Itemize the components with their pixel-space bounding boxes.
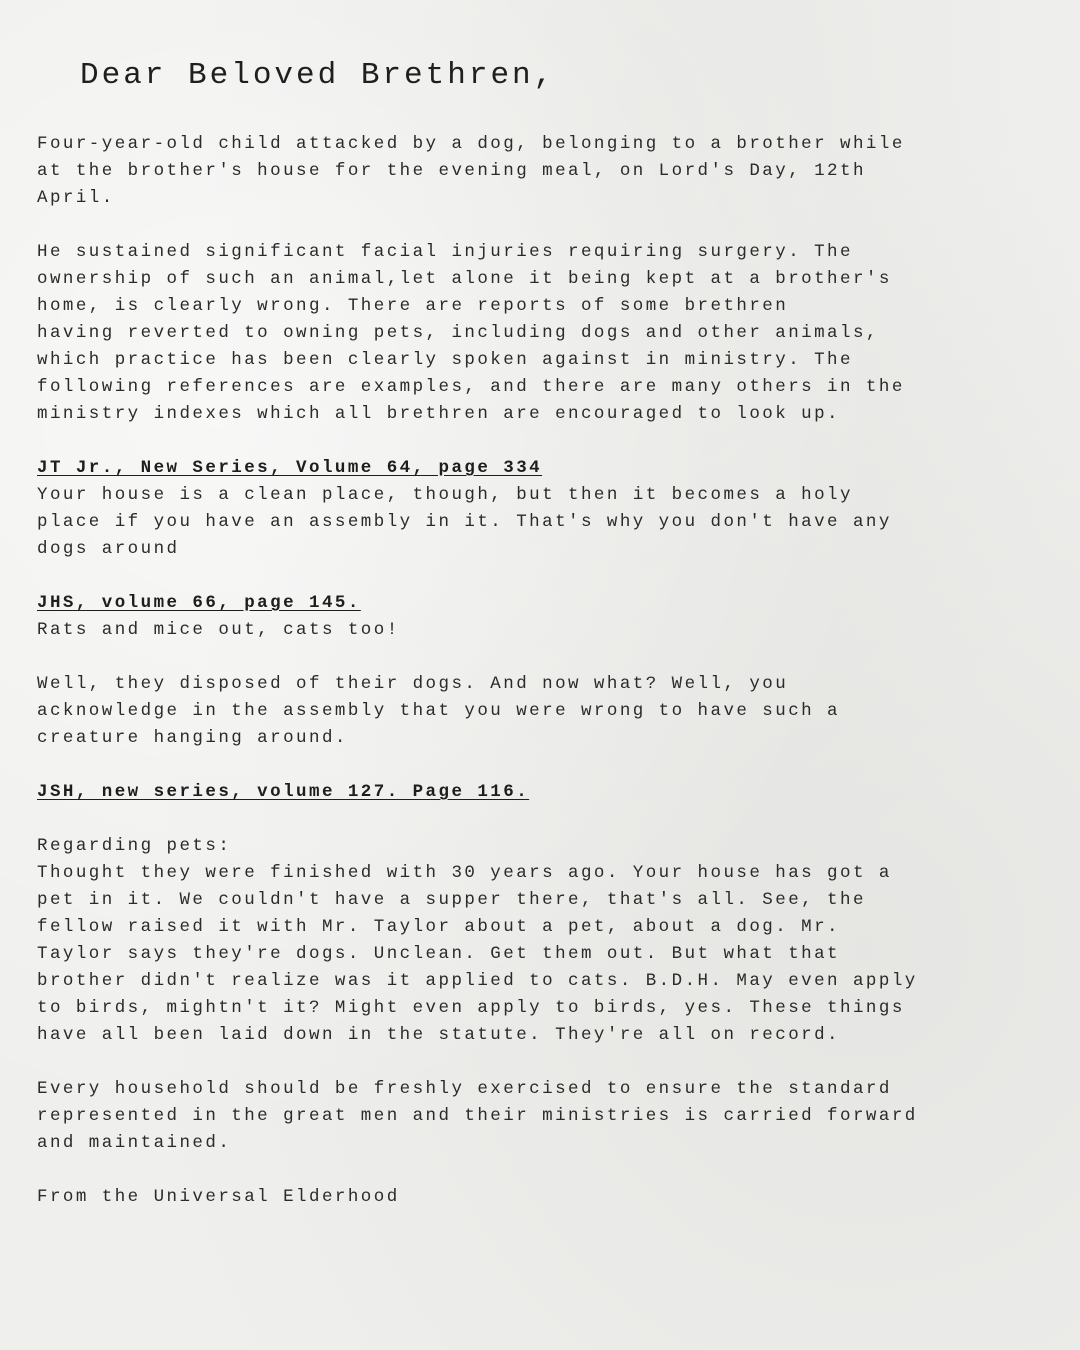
text-line: Your house is a clean place, though, but then it becomes a holy	[37, 485, 853, 505]
reference-quote-jt-jr	[37, 482, 1047, 563]
reference-heading-jhs	[37, 590, 1047, 617]
paragraph-gap	[37, 1157, 1047, 1184]
reference-heading-text: JSH, new series, volume 127. Page 116.	[37, 782, 530, 802]
paragraph-gap	[37, 806, 1047, 833]
text-line: Every household should be freshly exercised to ensure the standard	[37, 1079, 892, 1099]
text-line: at the brother's house for the evening meal, on Lord's Day, 12th	[37, 161, 866, 181]
letter-signature: From the Universal Elderhood	[37, 1187, 400, 1207]
text-line: fellow raised it with Mr. Taylor about a pet, about a dog. Mr.	[37, 917, 841, 937]
reference-heading-jsh	[37, 779, 1047, 806]
text-line: Regarding pets:	[37, 836, 232, 856]
reference-heading-text: JT Jr., New Series, Volume 64, page 334	[37, 458, 543, 478]
text-line: brother didn't realize was it applied to cats. B.D.H. May even apply	[37, 971, 918, 991]
text-line: Four-year-old child attacked by a dog, belonging to a brother while	[37, 134, 905, 154]
reference-quote-jhs	[37, 617, 1047, 644]
text-line: He sustained significant facial injuries requiring surgery. The	[37, 242, 853, 262]
reference-quote-jsh	[37, 833, 1047, 1049]
paragraph-gap	[37, 752, 1047, 779]
text-line: Taylor says they're dogs. Unclean. Get them out. But what that	[37, 944, 841, 964]
paragraph-gap	[37, 1049, 1047, 1076]
text-line: having reverted to owning pets, including dogs and other animals,	[37, 323, 879, 343]
text-line: creature hanging around.	[37, 728, 348, 748]
text-line: Thought they were finished with 30 years ago. Your house has got a	[37, 863, 892, 883]
text-line: ministry indexes which all brethren are encouraged to look up.	[37, 404, 841, 424]
paragraph-gap	[37, 563, 1047, 590]
text-line: represented in the great men and their ministries is carried forward	[37, 1106, 918, 1126]
injuries-paragraph	[37, 239, 1047, 428]
reference-heading-jt-jr	[37, 455, 1047, 482]
letter-body	[37, 131, 1047, 1211]
text-line: ownership of such an animal,let alone it being kept at a brother's	[37, 269, 892, 289]
paragraph-gap	[37, 428, 1047, 455]
letter-salutation: Dear Beloved Brethren,	[80, 58, 556, 93]
text-line: Well, they disposed of their dogs. And now what? Well, you	[37, 674, 789, 694]
text-line: Rats and mice out, cats too!	[37, 620, 400, 640]
closing-paragraph	[37, 1076, 1047, 1157]
reference-quote-jhs-continued	[37, 671, 1047, 752]
text-line: to birds, mightn't it? Might even apply to birds, yes. These things	[37, 998, 905, 1018]
paragraph-gap	[37, 644, 1047, 671]
reference-heading-text: JHS, volume 66, page 145.	[37, 593, 361, 613]
paragraph-gap	[37, 212, 1047, 239]
text-line: April.	[37, 188, 115, 208]
intro-paragraph	[37, 131, 1047, 212]
text-line: acknowledge in the assembly that you were wrong to have such a	[37, 701, 841, 721]
text-line: place if you have an assembly in it. That's why you don't have any	[37, 512, 892, 532]
text-line: following references are examples, and there are many others in the	[37, 377, 905, 397]
text-line: home, is clearly wrong. There are reports of some brethren	[37, 296, 789, 316]
text-line: have all been laid down in the statute. They're all on record.	[37, 1025, 841, 1045]
text-line: which practice has been clearly spoken against in ministry. The	[37, 350, 853, 370]
text-line: and maintained.	[37, 1133, 232, 1153]
text-line: pet in it. We couldn't have a supper there, that's all. See, the	[37, 890, 866, 910]
text-line: dogs around	[37, 539, 180, 559]
